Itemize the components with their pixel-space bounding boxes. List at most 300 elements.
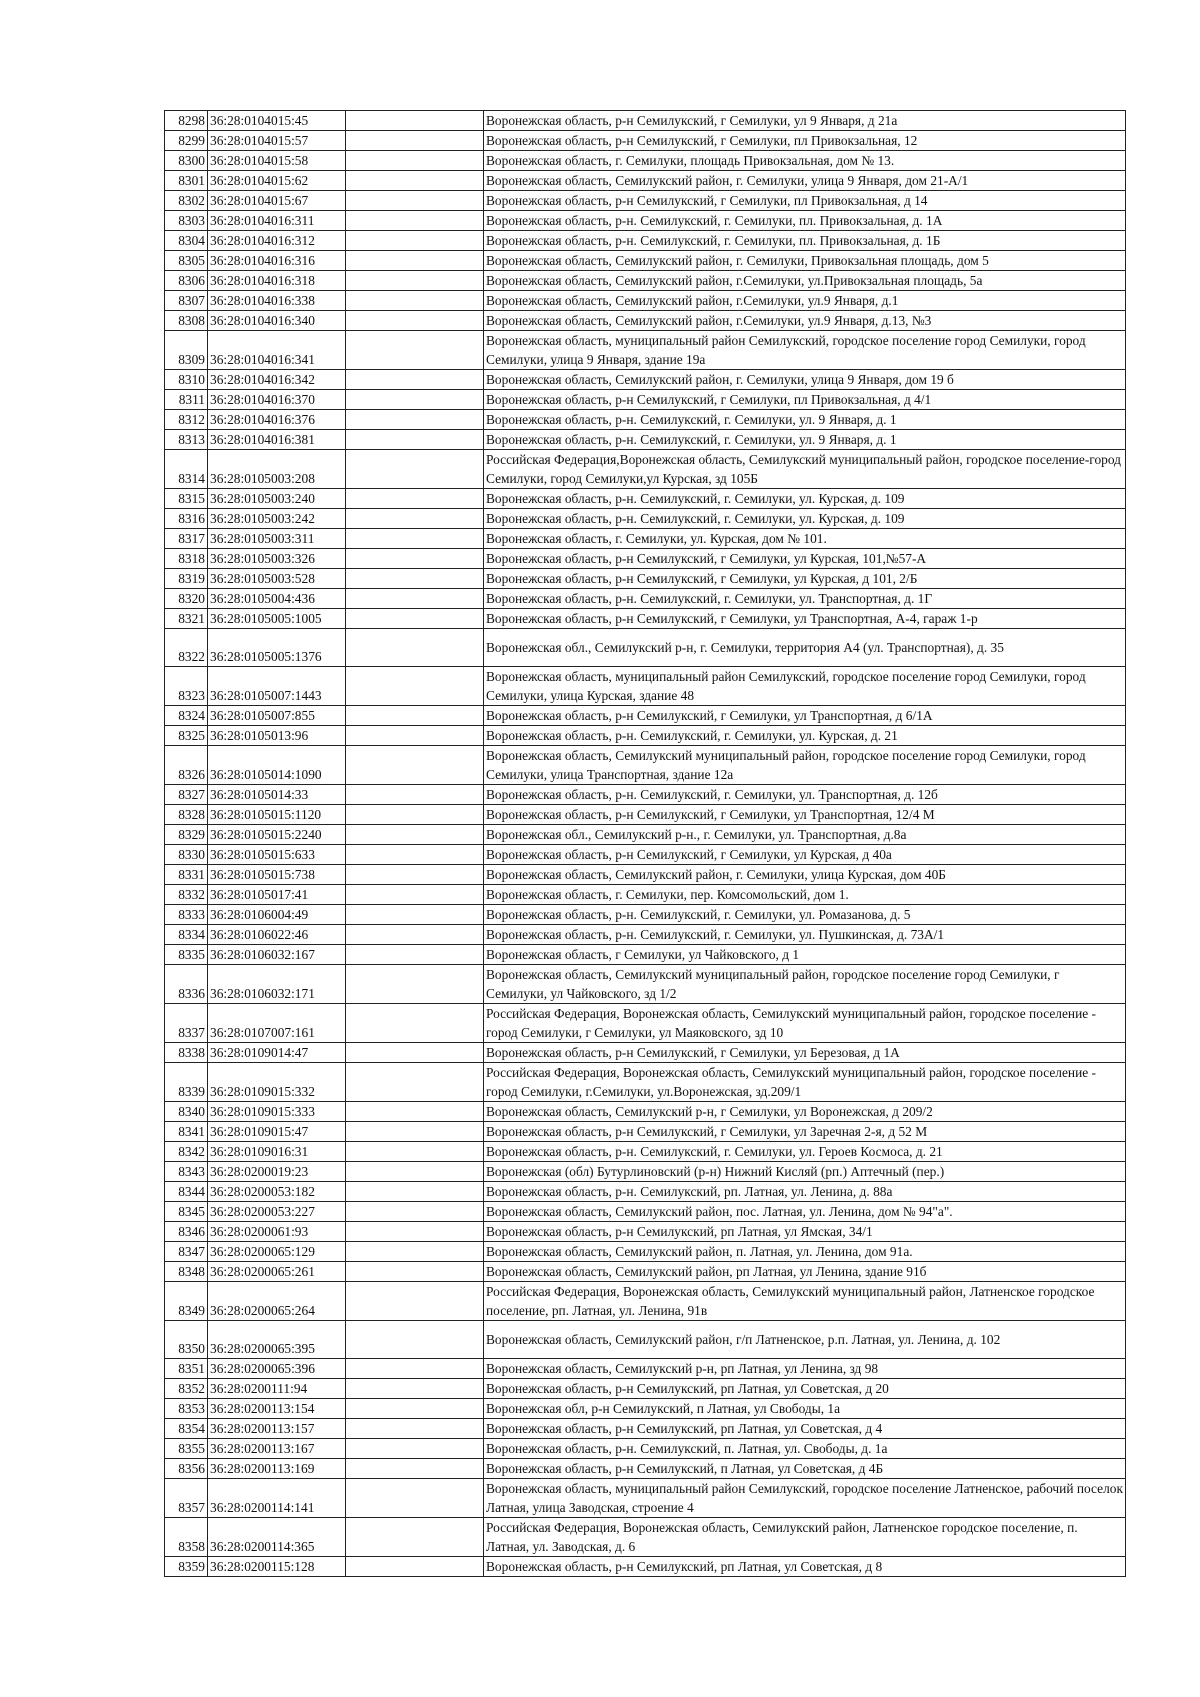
- cadastral-number: 36:28:0105003:242: [208, 509, 346, 529]
- table-row: [165, 1439, 1126, 1459]
- address-cell: Воронежская область, р-н. Семилукский, г. Семилуки, пл. Привокзальная, д. 1А: [484, 211, 1126, 231]
- empty-cell: [346, 529, 484, 549]
- row-number: 8303: [165, 211, 208, 231]
- address-cell: Воронежская область, Семилукский район, г/п Латненское, р.п. Латная, ул. Ленина, д. 102: [484, 1321, 1126, 1359]
- table-row: [165, 111, 1126, 131]
- cadastral-number: 36:28:0105004:436: [208, 589, 346, 609]
- address-cell: Воронежская область, г. Семилуки, площадь Привокзальная, дом № 13.: [484, 151, 1126, 171]
- address-cell: Воронежская область, Семилукский муниципальный район, городское поселение город Семилуки, г Семилуки, ул Чайковского, зд 1/2: [484, 965, 1126, 1004]
- address-cell: Воронежская область, Семилукский район, п. Латная, ул. Ленина, дом 91а.: [484, 1242, 1126, 1262]
- row-number: 8307: [165, 291, 208, 311]
- empty-cell: [346, 1162, 484, 1182]
- empty-cell: [346, 271, 484, 291]
- row-number: 8321: [165, 609, 208, 629]
- table-row: [165, 1359, 1126, 1379]
- row-number: 8340: [165, 1102, 208, 1122]
- table-row: [165, 1321, 1126, 1359]
- empty-cell: [346, 1202, 484, 1222]
- address-cell: Воронежская (обл) Бутурлиновский (р-н) Нижний Кисляй (рп.) Аптечный (пер.): [484, 1162, 1126, 1182]
- address-cell: Российская Федерация,Воронежская область, Семилукский муниципальный район, городское поселение-город Семилуки, город Семилуки,ул Курская, зд 105Б: [484, 450, 1126, 489]
- table-row: [165, 1242, 1126, 1262]
- row-number: 8313: [165, 430, 208, 450]
- table-row: [165, 1043, 1126, 1063]
- empty-cell: [346, 231, 484, 251]
- cadastral-number: 36:28:0200113:154: [208, 1399, 346, 1419]
- address-cell: Воронежская область, р-н. Семилукский, г. Семилуки, пл. Привокзальная, д. 1Б: [484, 231, 1126, 251]
- empty-cell: [346, 1379, 484, 1399]
- cadastral-number: 36:28:0105003:311: [208, 529, 346, 549]
- empty-cell: [346, 845, 484, 865]
- empty-cell: [346, 1102, 484, 1122]
- row-number: 8312: [165, 410, 208, 430]
- empty-cell: [346, 549, 484, 569]
- table-row: [165, 291, 1126, 311]
- row-number: 8310: [165, 370, 208, 390]
- table-row: [165, 331, 1126, 370]
- table-row: [165, 131, 1126, 151]
- address-cell: Воронежская область, муниципальный район Семилукский, городское поселение Латненское, рабочий поселок Латная, улица Заводская, строение 4: [484, 1479, 1126, 1518]
- cadastral-number: 36:28:0104016:341: [208, 331, 346, 370]
- empty-cell: [346, 1419, 484, 1439]
- cadastral-number: 36:28:0200111:94: [208, 1379, 346, 1399]
- cadastral-number: 36:28:0200019:23: [208, 1162, 346, 1182]
- cadastral-number: 36:28:0104016:316: [208, 251, 346, 271]
- table-row: [165, 211, 1126, 231]
- table-row: [165, 509, 1126, 529]
- cadastral-number: 36:28:0105015:738: [208, 865, 346, 885]
- table-row: [165, 271, 1126, 291]
- row-number: 8304: [165, 231, 208, 251]
- empty-cell: [346, 1439, 484, 1459]
- empty-cell: [346, 131, 484, 151]
- empty-cell: [346, 925, 484, 945]
- row-number: 8319: [165, 569, 208, 589]
- cadastral-number: 36:28:0105003:326: [208, 549, 346, 569]
- cadastral-number: 36:28:0105015:633: [208, 845, 346, 865]
- address-cell: Воронежская область, Семилукский район, г. Семилуки, улица 9 Января, дом 21-А/1: [484, 171, 1126, 191]
- address-cell: Воронежская область, р-н. Семилукский, рп. Латная, ул. Ленина, д. 88а: [484, 1182, 1126, 1202]
- table-row: [165, 529, 1126, 549]
- table-row: [165, 231, 1126, 251]
- cadastral-number: 36:28:0105007:1443: [208, 667, 346, 706]
- table-row: [165, 450, 1126, 489]
- row-number: 8344: [165, 1182, 208, 1202]
- row-number: 8318: [165, 549, 208, 569]
- table-row: [165, 845, 1126, 865]
- table-row: [165, 1063, 1126, 1102]
- empty-cell: [346, 1182, 484, 1202]
- address-cell: Воронежская область, р-н. Семилукский, г. Семилуки, ул. Транспортная, д. 1Г: [484, 589, 1126, 609]
- empty-cell: [346, 965, 484, 1004]
- empty-cell: [346, 589, 484, 609]
- address-cell: Воронежская область, р-н. Семилукский, г. Семилуки, ул. 9 Января, д. 1: [484, 430, 1126, 450]
- cadastral-number: 36:28:0104015:57: [208, 131, 346, 151]
- row-number: 8328: [165, 805, 208, 825]
- cadastral-number: 36:28:0200053:227: [208, 1202, 346, 1222]
- empty-cell: [346, 1479, 484, 1518]
- empty-cell: [346, 706, 484, 726]
- cadastral-number: 36:28:0104015:45: [208, 111, 346, 131]
- table-row: [165, 1202, 1126, 1222]
- row-number: 8309: [165, 331, 208, 370]
- cadastral-number: 36:28:0104016:381: [208, 430, 346, 450]
- row-number: 8323: [165, 667, 208, 706]
- address-cell: Воронежская область, Семилукский р-н, г Семилуки, ул Воронежская, д 209/2: [484, 1102, 1126, 1122]
- row-number: 8298: [165, 111, 208, 131]
- row-number: 8333: [165, 905, 208, 925]
- address-cell: Воронежская область, Семилукский район, г. Семилуки, улица 9 Января, дом 19 б: [484, 370, 1126, 390]
- empty-cell: [346, 191, 484, 211]
- cadastral-number: 36:28:0200061:93: [208, 1222, 346, 1242]
- address-cell: Российская Федерация, Воронежская область, Семилукский муниципальный район, Латненское городское поселение, рп. Латная, ул. Ленина, 91в: [484, 1282, 1126, 1321]
- empty-cell: [346, 569, 484, 589]
- address-cell: Воронежская область, р-н Семилукский, г Семилуки, ул Курская, д 101, 2/Б: [484, 569, 1126, 589]
- cadastral-number: 36:28:0106032:171: [208, 965, 346, 1004]
- empty-cell: [346, 1359, 484, 1379]
- row-number: 8356: [165, 1459, 208, 1479]
- address-cell: Воронежская область, Семилукский район, г.Семилуки, ул.9 Января, д.1: [484, 291, 1126, 311]
- address-cell: Воронежская область, муниципальный район Семилукский, городское поселение город Семилуки, город Семилуки, улица Курская, здание 48: [484, 667, 1126, 706]
- cadastral-number: 36:28:0104015:58: [208, 151, 346, 171]
- address-cell: Российская Федерация, Воронежская область, Семилукский муниципальный район, городское поселение - город Семилуки, г.Семилуки, ул.Воронежская, зд.209/1: [484, 1063, 1126, 1102]
- row-number: 8315: [165, 489, 208, 509]
- cadastral-number: 36:28:0105003:240: [208, 489, 346, 509]
- table-row: [165, 1399, 1126, 1419]
- address-cell: Российская Федерация, Воронежская область, Семилукский район, Латненское городское поселение, п. Латная, ул. Заводская, д. 6: [484, 1518, 1126, 1557]
- address-cell: Воронежская область, р-н. Семилукский, г. Семилуки, ул. Пушкинская, д. 73А/1: [484, 925, 1126, 945]
- empty-cell: [346, 667, 484, 706]
- table-row: [165, 609, 1126, 629]
- table-row: [165, 1479, 1126, 1518]
- cadastral-number: 36:28:0104016:338: [208, 291, 346, 311]
- cadastral-number: 36:28:0105014:1090: [208, 746, 346, 785]
- table-row: [165, 1182, 1126, 1202]
- row-number: 8341: [165, 1122, 208, 1142]
- address-cell: Воронежская область, р-н Семилукский, рп Латная, ул Советская, д 8: [484, 1557, 1126, 1577]
- table-row: [165, 805, 1126, 825]
- empty-cell: [346, 1122, 484, 1142]
- table-row: [165, 489, 1126, 509]
- cadastral-number: 36:28:0107007:161: [208, 1004, 346, 1043]
- cadastral-number: 36:28:0104016:370: [208, 390, 346, 410]
- address-cell: Воронежская область, р-н Семилукский, г Семилуки, пл Привокзальная, д 14: [484, 191, 1126, 211]
- empty-cell: [346, 390, 484, 410]
- address-cell: Воронежская область, р-н Семилукский, г Семилуки, ул Заречная 2-я, д 52 М: [484, 1122, 1126, 1142]
- empty-cell: [346, 1242, 484, 1262]
- empty-cell: [346, 450, 484, 489]
- table-row: [165, 1557, 1126, 1577]
- address-cell: Воронежская область, р-н Семилукский, г Семилуки, ул Курская, д 40а: [484, 845, 1126, 865]
- table-row: [165, 171, 1126, 191]
- row-number: 8359: [165, 1557, 208, 1577]
- address-cell: Воронежская область, р-н. Семилукский, г. Семилуки, ул. Курская, д. 21: [484, 726, 1126, 746]
- empty-cell: [346, 1063, 484, 1102]
- empty-cell: [346, 509, 484, 529]
- row-number: 8336: [165, 965, 208, 1004]
- empty-cell: [346, 905, 484, 925]
- empty-cell: [346, 1459, 484, 1479]
- address-cell: Российская Федерация, Воронежская область, Семилукский муниципальный район, городское поселение - город Семилуки, г Семилуки, ул Маяковского, зд 10: [484, 1004, 1126, 1043]
- address-cell: Воронежская область, г. Семилуки, пер. Комсомольский, дом 1.: [484, 885, 1126, 905]
- address-cell: Воронежская область, р-н. Семилукский, г. Семилуки, ул. Транспортная, д. 12б: [484, 785, 1126, 805]
- empty-cell: [346, 1321, 484, 1359]
- row-number: 8302: [165, 191, 208, 211]
- row-number: 8322: [165, 629, 208, 667]
- cadastral-number: 36:28:0200114:365: [208, 1518, 346, 1557]
- table-row: [165, 1282, 1126, 1321]
- table-row: [165, 1459, 1126, 1479]
- table-row: [165, 370, 1126, 390]
- row-number: 8330: [165, 845, 208, 865]
- address-cell: Воронежская область, р-н Семилукский, г Семилуки, ул 9 Января, д 21а: [484, 111, 1126, 131]
- cadastral-number: 36:28:0104016:312: [208, 231, 346, 251]
- row-number: 8355: [165, 1439, 208, 1459]
- cadastral-number: 36:28:0105017:41: [208, 885, 346, 905]
- table-row: [165, 706, 1126, 726]
- empty-cell: [346, 825, 484, 845]
- row-number: 8331: [165, 865, 208, 885]
- empty-cell: [346, 331, 484, 370]
- empty-cell: [346, 1557, 484, 1577]
- address-cell: Воронежская область, р-н. Семилукский, г. Семилуки, ул. Героев Космоса, д. 21: [484, 1142, 1126, 1162]
- empty-cell: [346, 1282, 484, 1321]
- cadastral-number: 36:28:0200113:169: [208, 1459, 346, 1479]
- row-number: 8299: [165, 131, 208, 151]
- empty-cell: [346, 111, 484, 131]
- address-cell: Воронежская область, р-н Семилукский, г Семилуки, ул Транспортная, А-4, гараж 1-р: [484, 609, 1126, 629]
- row-number: 8343: [165, 1162, 208, 1182]
- row-number: 8317: [165, 529, 208, 549]
- cadastral-number: 36:28:0105003:528: [208, 569, 346, 589]
- address-cell: Воронежская область, Семилукский район, рп Латная, ул Ленина, здание 91б: [484, 1262, 1126, 1282]
- empty-cell: [346, 609, 484, 629]
- table-row: [165, 726, 1126, 746]
- address-cell: Воронежская область, р-н. Семилукский, п. Латная, ул. Свободы, д. 1а: [484, 1439, 1126, 1459]
- empty-cell: [346, 489, 484, 509]
- address-cell: Воронежская область, р-н Семилукский, г Семилуки, пл Привокзальная, 12: [484, 131, 1126, 151]
- table-row: [165, 569, 1126, 589]
- empty-cell: [346, 211, 484, 231]
- row-number: 8339: [165, 1063, 208, 1102]
- address-cell: Воронежская область, Семилукский район, г. Семилуки, Привокзальная площадь, дом 5: [484, 251, 1126, 271]
- cadastral-number: 36:28:0105013:96: [208, 726, 346, 746]
- cadastral-number: 36:28:0104016:318: [208, 271, 346, 291]
- table-row: [165, 191, 1126, 211]
- row-number: 8346: [165, 1222, 208, 1242]
- cadastral-number: 36:28:0200065:395: [208, 1321, 346, 1359]
- cadastral-number: 36:28:0105005:1376: [208, 629, 346, 667]
- table-row: [165, 1379, 1126, 1399]
- address-cell: Воронежская область, Семилукский район, г.Семилуки, ул.9 Января, д.13, №3: [484, 311, 1126, 331]
- table-row: [165, 925, 1126, 945]
- registry-table: [164, 110, 1126, 1577]
- row-number: 8334: [165, 925, 208, 945]
- empty-cell: [346, 1142, 484, 1162]
- address-cell: Воронежская область, р-н. Семилукский, г. Семилуки, ул. Ромазанова, д. 5: [484, 905, 1126, 925]
- address-cell: Воронежская область, р-н. Семилукский, г. Семилуки, ул. Курская, д. 109: [484, 489, 1126, 509]
- table-row: [165, 1222, 1126, 1242]
- row-number: 8308: [165, 311, 208, 331]
- row-number: 8306: [165, 271, 208, 291]
- row-number: 8332: [165, 885, 208, 905]
- cadastral-number: 36:28:0104015:62: [208, 171, 346, 191]
- address-cell: Воронежская область, р-н. Семилукский, г. Семилуки, ул. 9 Января, д. 1: [484, 410, 1126, 430]
- address-cell: Воронежская область, г. Семилуки, ул. Курская, дом № 101.: [484, 529, 1126, 549]
- table-row: [165, 825, 1126, 845]
- address-cell: Воронежская область, р-н Семилукский, г Семилуки, пл Привокзальная, д 4/1: [484, 390, 1126, 410]
- address-cell: Воронежская область, р-н Семилукский, г Семилуки, ул Транспортная, 12/4 М: [484, 805, 1126, 825]
- cadastral-number: 36:28:0200053:182: [208, 1182, 346, 1202]
- address-cell: Воронежская обл, р-н Семилукский, п Латная, ул Свободы, 1а: [484, 1399, 1126, 1419]
- cadastral-number: 36:28:0109015:47: [208, 1122, 346, 1142]
- row-number: 8329: [165, 825, 208, 845]
- address-cell: Воронежская обл., Семилукский р-н., г. Семилуки, ул. Транспортная, д.8а: [484, 825, 1126, 845]
- table-row: [165, 1102, 1126, 1122]
- table-row: [165, 410, 1126, 430]
- row-number: 8337: [165, 1004, 208, 1043]
- row-number: 8311: [165, 390, 208, 410]
- address-cell: Воронежская область, р-н Семилукский, г Семилуки, ул Курская, 101,№57-А: [484, 549, 1126, 569]
- address-cell: Воронежская область, р-н Семилукский, г Семилуки, ул Березовая, д 1А: [484, 1043, 1126, 1063]
- table-row: [165, 1518, 1126, 1557]
- cadastral-number: 36:28:0104016:342: [208, 370, 346, 390]
- cadastral-number: 36:28:0200065:396: [208, 1359, 346, 1379]
- cadastral-number: 36:28:0106004:49: [208, 905, 346, 925]
- cadastral-number: 36:28:0105015:1120: [208, 805, 346, 825]
- registry-table-body: [165, 111, 1126, 1577]
- empty-cell: [346, 1262, 484, 1282]
- table-row: [165, 251, 1126, 271]
- row-number: 8342: [165, 1142, 208, 1162]
- row-number: 8335: [165, 945, 208, 965]
- address-cell: Воронежская область, Семилукский район, г.Семилуки, ул.Привокзальная площадь, 5а: [484, 271, 1126, 291]
- cadastral-number: 36:28:0105007:855: [208, 706, 346, 726]
- empty-cell: [346, 1004, 484, 1043]
- row-number: 8300: [165, 151, 208, 171]
- address-cell: Воронежская область, р-н Семилукский, рп Латная, ул Советская, д 4: [484, 1419, 1126, 1439]
- row-number: 8345: [165, 1202, 208, 1222]
- table-row: [165, 390, 1126, 410]
- row-number: 8320: [165, 589, 208, 609]
- row-number: 8316: [165, 509, 208, 529]
- address-cell: Воронежская область, р-н Семилукский, п Латная, ул Советская, д 4Б: [484, 1459, 1126, 1479]
- cadastral-number: 36:28:0105005:1005: [208, 609, 346, 629]
- address-cell: Воронежская область, р-н Семилукский, г Семилуки, ул Транспортная, д 6/1А: [484, 706, 1126, 726]
- empty-cell: [346, 785, 484, 805]
- cadastral-number: 36:28:0104016:376: [208, 410, 346, 430]
- empty-cell: [346, 885, 484, 905]
- address-cell: Воронежская область, г Семилуки, ул Чайковского, д 1: [484, 945, 1126, 965]
- row-number: 8325: [165, 726, 208, 746]
- table-row: [165, 549, 1126, 569]
- table-row: [165, 746, 1126, 785]
- empty-cell: [346, 311, 484, 331]
- table-row: [165, 311, 1126, 331]
- empty-cell: [346, 805, 484, 825]
- cadastral-number: 36:28:0109015:333: [208, 1102, 346, 1122]
- empty-cell: [346, 251, 484, 271]
- row-number: 8348: [165, 1262, 208, 1282]
- empty-cell: [346, 945, 484, 965]
- table-row: [165, 865, 1126, 885]
- cadastral-number: 36:28:0200114:141: [208, 1479, 346, 1518]
- empty-cell: [346, 430, 484, 450]
- table-row: [165, 1122, 1126, 1142]
- empty-cell: [346, 151, 484, 171]
- address-cell: Воронежская область, Семилукский муниципальный район, городское поселение город Семилуки, город Семилуки, улица Транспортная, здание 12а: [484, 746, 1126, 785]
- table-row: [165, 1162, 1126, 1182]
- empty-cell: [346, 1518, 484, 1557]
- row-number: 8352: [165, 1379, 208, 1399]
- cadastral-number: 36:28:0109014:47: [208, 1043, 346, 1063]
- row-number: 8357: [165, 1479, 208, 1518]
- table-row: [165, 945, 1126, 965]
- row-number: 8351: [165, 1359, 208, 1379]
- empty-cell: [346, 291, 484, 311]
- table-row: [165, 589, 1126, 609]
- address-cell: Воронежская область, Семилукский район, г. Семилуки, улица Курская, дом 40Б: [484, 865, 1126, 885]
- cadastral-number: 36:28:0200115:128: [208, 1557, 346, 1577]
- cadastral-number: 36:28:0104016:311: [208, 211, 346, 231]
- address-cell: Воронежская область, Семилукский р-н, рп Латная, ул Ленина, зд 98: [484, 1359, 1126, 1379]
- cadastral-number: 36:28:0109015:332: [208, 1063, 346, 1102]
- cadastral-number: 36:28:0106032:167: [208, 945, 346, 965]
- row-number: 8326: [165, 746, 208, 785]
- address-cell: Воронежская область, муниципальный район Семилукский, городское поселение город Семилуки, город Семилуки, улица 9 Января, здание 19а: [484, 331, 1126, 370]
- table-row: [165, 885, 1126, 905]
- row-number: 8350: [165, 1321, 208, 1359]
- empty-cell: [346, 726, 484, 746]
- table-row: [165, 430, 1126, 450]
- empty-cell: [346, 629, 484, 667]
- cadastral-number: 36:28:0105014:33: [208, 785, 346, 805]
- cadastral-number: 36:28:0104016:340: [208, 311, 346, 331]
- empty-cell: [346, 1043, 484, 1063]
- empty-cell: [346, 1222, 484, 1242]
- empty-cell: [346, 410, 484, 430]
- row-number: 8354: [165, 1419, 208, 1439]
- table-row: [165, 1419, 1126, 1439]
- address-cell: Воронежская область, Семилукский район, пос. Латная, ул. Ленина, дом № 94"а".: [484, 1202, 1126, 1222]
- empty-cell: [346, 865, 484, 885]
- cadastral-number: 36:28:0200065:261: [208, 1262, 346, 1282]
- row-number: 8349: [165, 1282, 208, 1321]
- table-row: [165, 1004, 1126, 1043]
- empty-cell: [346, 746, 484, 785]
- row-number: 8314: [165, 450, 208, 489]
- row-number: 8305: [165, 251, 208, 271]
- cadastral-number: 36:28:0105015:2240: [208, 825, 346, 845]
- cadastral-number: 36:28:0104015:67: [208, 191, 346, 211]
- row-number: 8358: [165, 1518, 208, 1557]
- cadastral-number: 36:28:0200113:157: [208, 1419, 346, 1439]
- row-number: 8324: [165, 706, 208, 726]
- cadastral-number: 36:28:0200065:264: [208, 1282, 346, 1321]
- table-row: [165, 1142, 1126, 1162]
- table-row: [165, 965, 1126, 1004]
- row-number: 8347: [165, 1242, 208, 1262]
- table-row: [165, 151, 1126, 171]
- row-number: 8327: [165, 785, 208, 805]
- cadastral-number: 36:28:0106022:46: [208, 925, 346, 945]
- cadastral-number: 36:28:0200113:167: [208, 1439, 346, 1459]
- cadastral-number: 36:28:0105003:208: [208, 450, 346, 489]
- address-cell: Воронежская обл., Семилукский р-н, г. Семилуки, территория А4 (ул. Транспортная), д. 35: [484, 629, 1126, 667]
- table-row: [165, 629, 1126, 667]
- cadastral-number: 36:28:0200065:129: [208, 1242, 346, 1262]
- address-cell: Воронежская область, р-н. Семилукский, г. Семилуки, ул. Курская, д. 109: [484, 509, 1126, 529]
- table-row: [165, 905, 1126, 925]
